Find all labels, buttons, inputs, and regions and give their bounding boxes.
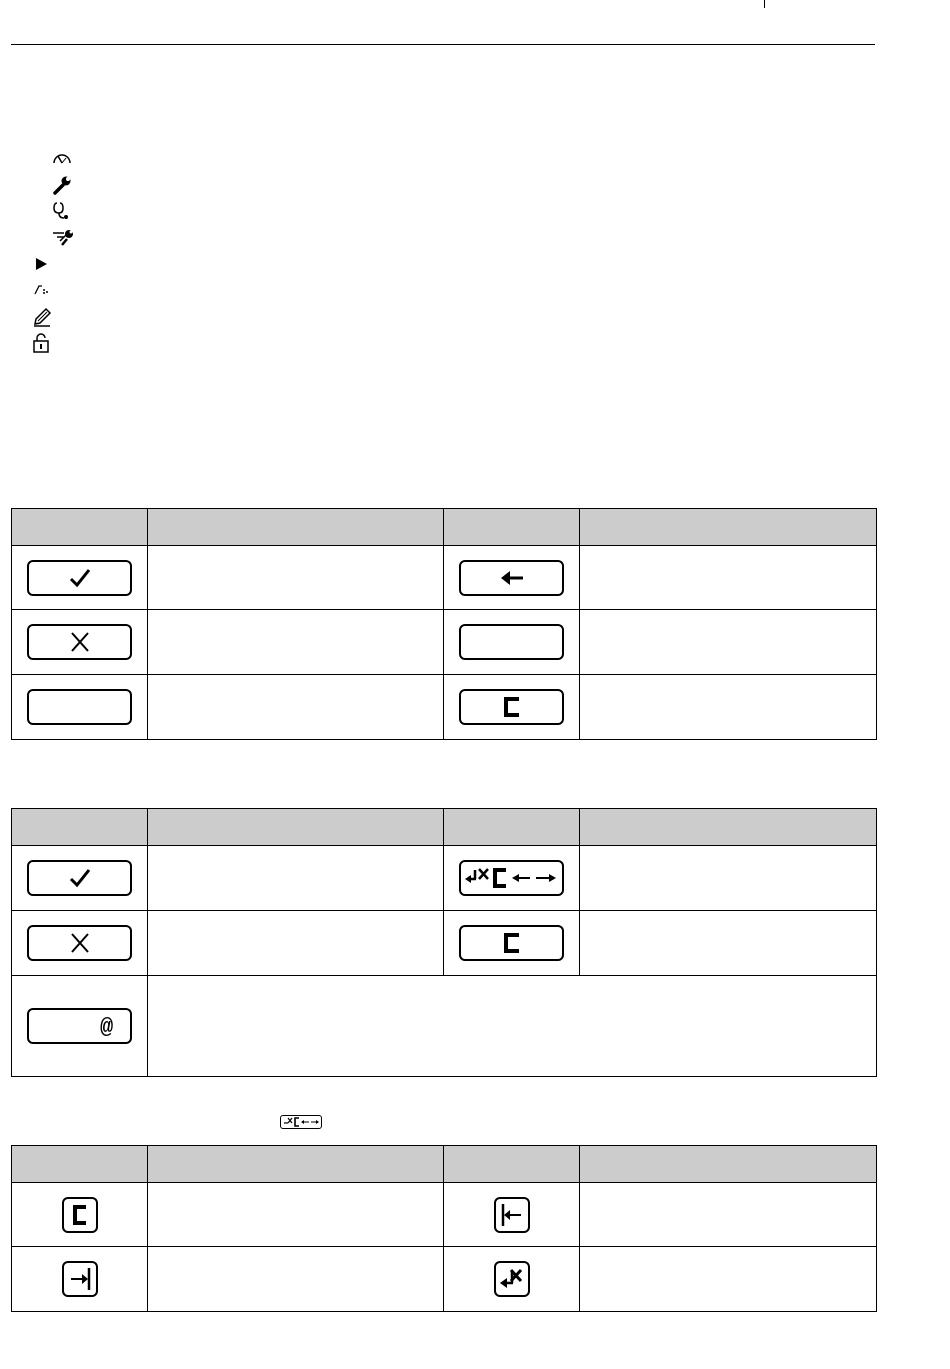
table-cell bbox=[148, 846, 444, 911]
edit-mode-key-icon bbox=[280, 1115, 322, 1129]
gauge-icon bbox=[52, 150, 72, 166]
table-cell bbox=[580, 675, 877, 740]
column-header bbox=[444, 1146, 580, 1183]
edit-icon bbox=[32, 307, 52, 327]
key-table-2 bbox=[11, 808, 877, 1077]
lock-icon bbox=[32, 333, 50, 353]
clear-key-icon bbox=[459, 925, 564, 961]
header-tick bbox=[764, 0, 765, 8]
table-row bbox=[12, 546, 877, 610]
expert-tools-icon bbox=[52, 227, 74, 247]
column-header bbox=[580, 809, 877, 846]
header-rule bbox=[11, 0, 875, 45]
column-header bbox=[148, 809, 444, 846]
blank-key-icon bbox=[459, 624, 564, 660]
table-cell bbox=[148, 1183, 444, 1247]
table-cell bbox=[148, 610, 444, 675]
table-cell bbox=[148, 976, 877, 1077]
column-header bbox=[580, 509, 877, 546]
table-cell bbox=[580, 846, 877, 911]
stethoscope-icon bbox=[52, 201, 72, 221]
table-row bbox=[12, 1183, 877, 1247]
table-header-row bbox=[12, 1146, 877, 1183]
at-sign-key-icon bbox=[27, 1008, 132, 1044]
submenu-arrow-icon bbox=[34, 257, 48, 271]
blank-key-icon bbox=[27, 689, 132, 725]
table-cell bbox=[148, 1247, 444, 1312]
table-header-row bbox=[12, 809, 877, 846]
table-header-row bbox=[12, 509, 877, 546]
column-header bbox=[444, 809, 580, 846]
check-key-icon bbox=[27, 560, 132, 596]
clear-key-icon bbox=[459, 689, 564, 725]
clear-square-icon bbox=[62, 1197, 98, 1233]
table-row bbox=[12, 911, 877, 976]
table-row bbox=[12, 846, 877, 911]
table-row bbox=[12, 976, 877, 1077]
wrench-icon bbox=[52, 175, 72, 195]
column-header bbox=[444, 509, 580, 546]
table-cell bbox=[580, 546, 877, 610]
cancel-key-icon bbox=[27, 624, 132, 660]
key-table-3 bbox=[11, 1145, 877, 1312]
edit-mode-key-icon bbox=[459, 860, 564, 896]
table-cell bbox=[580, 610, 877, 675]
column-header bbox=[148, 1146, 444, 1183]
column-header bbox=[12, 509, 148, 546]
delete-square-icon bbox=[494, 1261, 530, 1297]
cancel-key-icon bbox=[27, 925, 132, 961]
move-right-square-icon bbox=[62, 1261, 98, 1297]
table-cell bbox=[148, 911, 444, 976]
table-cell bbox=[148, 546, 444, 610]
svg-text:@: @ bbox=[99, 1015, 113, 1040]
key-table-1 bbox=[11, 508, 877, 740]
arrow-left-key-icon bbox=[459, 560, 564, 596]
table-cell bbox=[148, 675, 444, 740]
table-cell bbox=[580, 1183, 877, 1247]
move-left-square-icon bbox=[494, 1197, 530, 1233]
column-header bbox=[148, 509, 444, 546]
column-header bbox=[580, 1146, 877, 1183]
table-row bbox=[12, 675, 877, 740]
table-cell bbox=[580, 911, 877, 976]
table-row bbox=[12, 610, 877, 675]
column-header bbox=[12, 1146, 148, 1183]
table-cell bbox=[580, 1247, 877, 1312]
column-header bbox=[12, 809, 148, 846]
wizard-icon bbox=[34, 284, 50, 296]
table-row bbox=[12, 1247, 877, 1312]
check-key-icon bbox=[27, 860, 132, 896]
